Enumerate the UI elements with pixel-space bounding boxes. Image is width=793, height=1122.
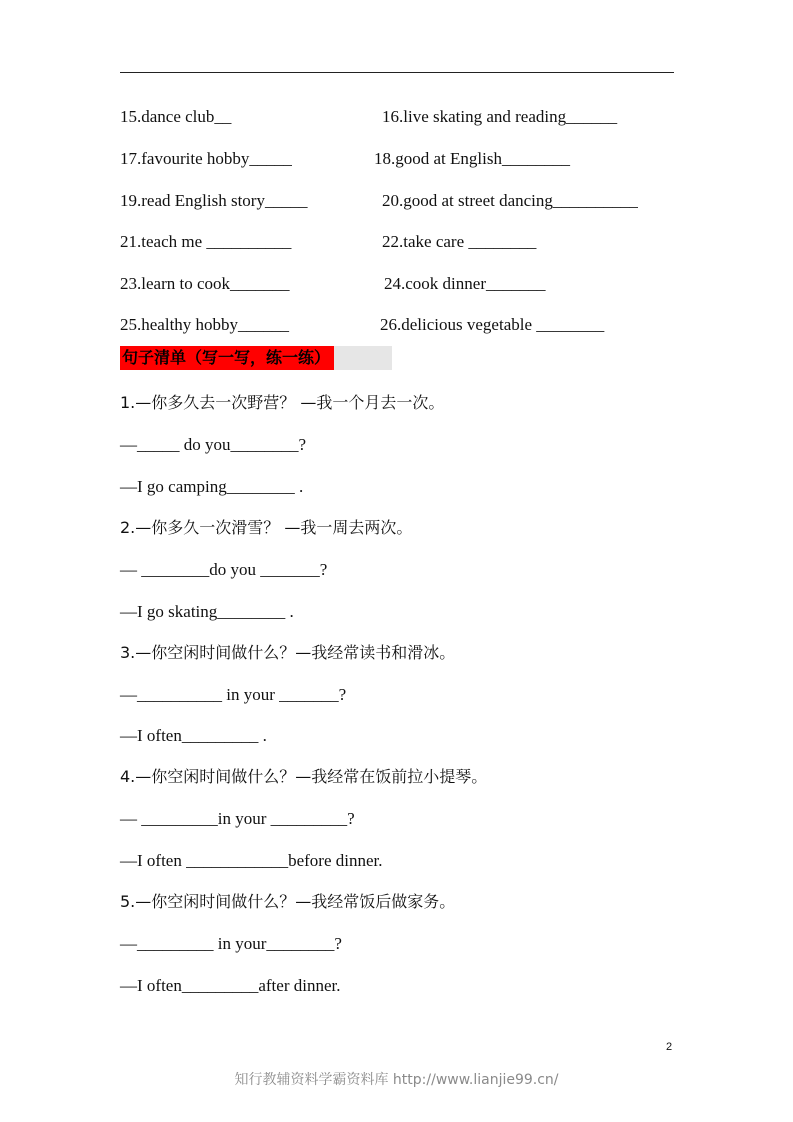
sentence-prompt: 5.—你空闲时间做什么？—我经常饭后做家务。 (120, 892, 456, 911)
vocab-item: 16.live skating and reading______ (382, 107, 618, 126)
vocab-row (0, 189, 793, 213)
header-rule (120, 72, 674, 73)
section-heading (120, 346, 392, 370)
sentence-question-blank: — ________do you _______? (120, 560, 328, 579)
vocab-row (0, 272, 793, 296)
vocab-item: 15.dance club__ (120, 107, 232, 126)
vocab-item: 21.teach me __________ (120, 232, 292, 251)
sentence-answer-blank: —I often_________after dinner. (120, 976, 341, 995)
footer-watermark: 知行教辅资料学霸资料库 http://www.lianjie99.cn/ (234, 1072, 559, 1088)
sentence-question-blank: —__________ in your _______? (120, 685, 347, 704)
vocab-item: 23.learn to cook_______ (120, 274, 290, 293)
vocab-row (0, 313, 793, 337)
vocab-item: 25.healthy hobby______ (120, 315, 290, 334)
sentence-prompt: 4.—你空闲时间做什么？—我经常在饭前拉小提琴。 (120, 767, 488, 786)
vocab-item: 20.good at street dancing__________ (382, 191, 638, 210)
vocab-item: 17.favourite hobby_____ (120, 149, 292, 168)
sentence-answer-blank: —I often ____________before dinner. (120, 851, 383, 870)
vocab-row (0, 147, 793, 171)
sentence-question-blank: —_____ do you________? (120, 435, 307, 454)
vocab-item: 18.good at English________ (374, 149, 570, 168)
vocab-item: 22.take care ________ (382, 232, 537, 251)
page-number: 2 (666, 1041, 673, 1053)
vocab-row (0, 230, 793, 254)
vocab-row (0, 105, 793, 129)
sentence-answer-blank: —I often_________ . (120, 726, 267, 745)
vocab-item: 19.read English story_____ (120, 191, 308, 210)
vocab-item: 26.delicious vegetable ________ (380, 315, 605, 334)
sentence-answer-blank: —I go camping________ . (120, 477, 304, 496)
vocab-item: 24.cook dinner_______ (384, 274, 546, 293)
sentence-prompt: 2.—你多久一次滑雪？ —我一周去两次。 (120, 518, 413, 537)
sentence-question-blank: —_________ in your________? (120, 934, 342, 953)
sentence-prompt: 1.—你多久去一次野营？ —我一个月去一次。 (120, 393, 445, 412)
sentence-prompt: 3.—你空闲时间做什么？—我经常读书和滑冰。 (120, 643, 456, 662)
sentence-question-blank: — _________in your _________? (120, 809, 355, 828)
sentence-answer-blank: —I go skating________ . (120, 602, 294, 621)
section-title: 句子清单（写一写，练一练） (120, 346, 334, 370)
